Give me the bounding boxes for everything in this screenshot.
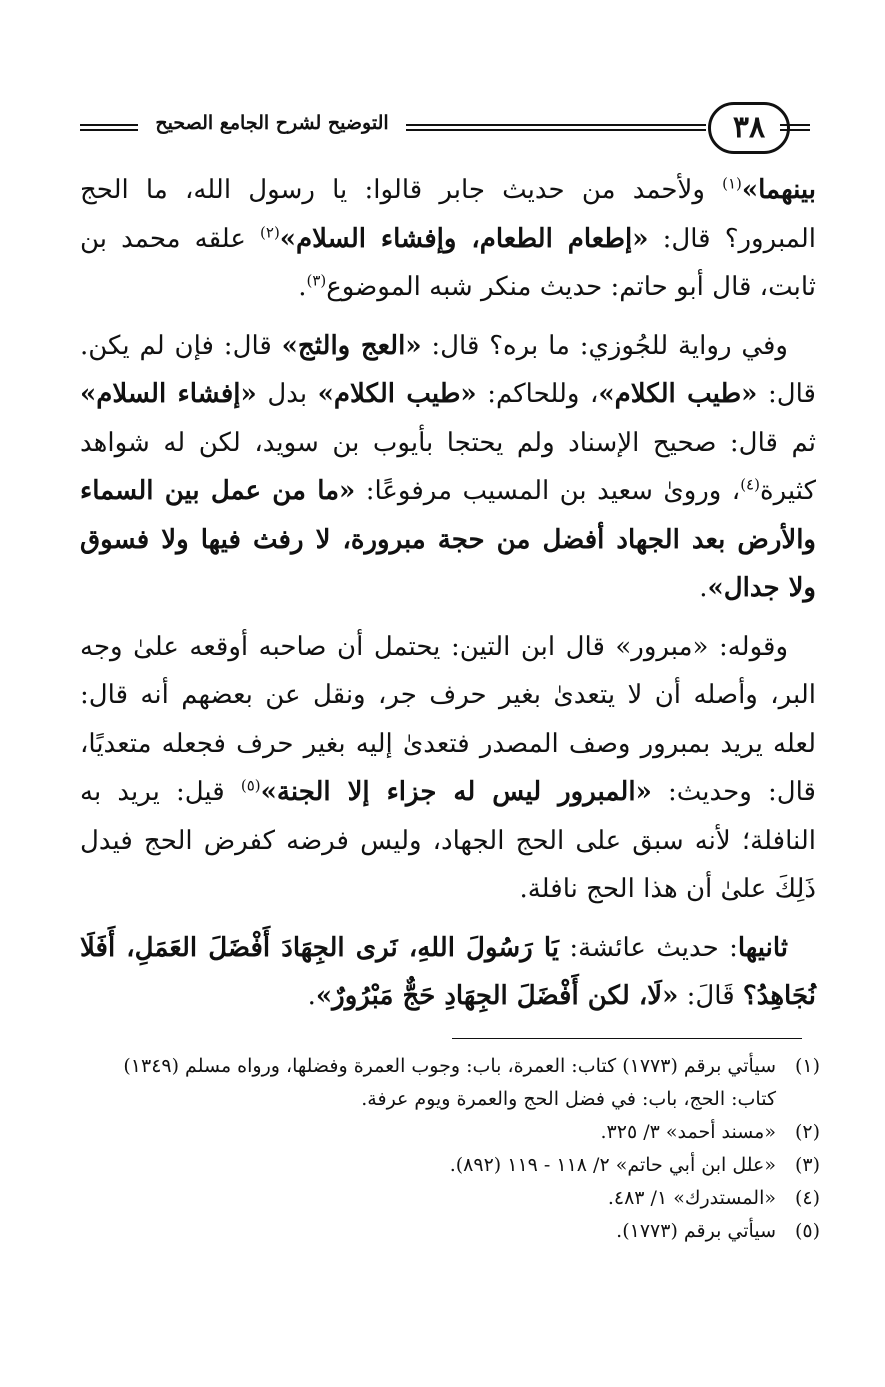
header-rule-middle bbox=[406, 124, 706, 131]
footnote-ref-3: (٣) bbox=[306, 271, 327, 290]
hadith-quote: «إفشاء السلام» bbox=[80, 379, 257, 409]
text-segment: بدل bbox=[256, 379, 318, 409]
footnote-ref-2: (٢) bbox=[260, 222, 280, 241]
text-segment: وقوله: «مبرور» قال ابن التين: يحتمل أن صاحبه أوقعه علىٰ وجه البر، وأصله أن لا يتعدىٰ بغير حرف جر، ونقل عن بعضهم أنه قال: لعله يريد بمبرور وصف المصدر فتعدىٰ إليه بغير حرف فجعله متعديًا، قال: وحديث: bbox=[80, 631, 816, 807]
text-segment: قَالَ: bbox=[678, 981, 743, 1011]
hadith-quote: «العج والثج» bbox=[281, 330, 422, 361]
footnote-item bbox=[80, 1116, 820, 1149]
text-segment: ثم قال: صحيح الإسناد ولم يحتجا بأيوب بن سويد، لكن له شواهد كثيرة bbox=[80, 427, 817, 506]
hadith-quote: «ما من عمل بين السماء والأرض بعد الجهاد أفضل من حجة مبرورة، لا رفث فيها ولا فسوق ولا جدال» bbox=[80, 476, 816, 603]
footnote-text: سيأتي برقم (١٧٧٣) كتاب: العمرة، باب: وجوب العمرة وفضلها، ورواه مسلم (١٣٤٩) كتاب: الحج، باب: في فضل الحج والعمرة ويوم عرفة. bbox=[123, 1055, 776, 1110]
footnote-number: (٣) bbox=[794, 1154, 820, 1176]
footnote-item bbox=[80, 1050, 820, 1116]
header-rule-right bbox=[780, 124, 810, 131]
section-label: ثانيها bbox=[737, 932, 788, 963]
footnote-ref-4: (٤) bbox=[740, 475, 760, 494]
hadith-quote: «لَا، لكن أَفْضَلَ الجِهَادِ حَجٌّ مَبْرُورٌ» bbox=[315, 981, 679, 1011]
text-segment: : حديث عائشة: bbox=[559, 932, 738, 963]
paragraph-3 bbox=[80, 623, 816, 914]
page-header bbox=[80, 96, 810, 156]
hadith-quote: «إطعام الطعام، وإفشاء السلام» bbox=[279, 223, 649, 254]
paragraph-1 bbox=[80, 166, 816, 312]
page-number: ٣٨ bbox=[708, 102, 790, 154]
footnote-separator bbox=[452, 1038, 802, 1039]
main-text bbox=[80, 166, 816, 1031]
text-segment: علقه محمد بن ثابت، قال أبو حاتم: حديث منكر شبه الموضوع bbox=[80, 223, 816, 302]
text-segment: قال: فإن لم يكن. قال: bbox=[80, 330, 816, 409]
book-title: التوضيح لشرح الجامع الصحيح bbox=[155, 112, 389, 134]
footnote-item bbox=[80, 1149, 820, 1182]
paragraph-2 bbox=[80, 322, 816, 613]
footnote-item bbox=[80, 1182, 820, 1215]
hadith-quote: يَا رَسُولَ اللهِ، نَرى الجِهَادَ أَفْضَلَ العَمَلِ، أَفَلَا نُجَاهِدُ؟ bbox=[80, 932, 816, 1011]
text-segment: ، وروىٰ سعيد بن المسيب مرفوعًا: bbox=[355, 476, 741, 506]
text-segment: . bbox=[699, 573, 708, 603]
footnote-ref-5: (٥) bbox=[240, 776, 261, 795]
footnote-number: (٥) bbox=[794, 1220, 820, 1242]
text-segment: بينهما» bbox=[741, 175, 816, 205]
text-segment: . bbox=[298, 272, 307, 302]
footnote-ref-1: (١) bbox=[722, 174, 742, 193]
text-segment: ، وللحاكم: bbox=[476, 379, 599, 409]
footnotes bbox=[80, 1050, 820, 1248]
header-rule-left bbox=[80, 124, 138, 131]
text-segment: وفي رواية للجُوزي: ما بره؟ قال: bbox=[421, 330, 788, 361]
footnote-number: (١) bbox=[794, 1055, 820, 1077]
footnote-text: «المستدرك» ١/ ٤٨٣. bbox=[607, 1187, 776, 1209]
text-segment: ولأحمد من حديث جابر قالوا: يا رسول الله، ما الحج المبرور؟ قال: bbox=[80, 175, 816, 254]
hadith-quote: «طيب الكلام» bbox=[598, 379, 758, 409]
text-segment: قيل: يريد به النافلة؛ لأنه سبق على الحج الجهاد، وليس فرضه كفرض الحج فيدل ذَلِكَ علىٰ أن هذا الحج نافلة. bbox=[80, 777, 816, 904]
footnote-text: «مسند أحمد» ٣/ ٣٢٥. bbox=[600, 1121, 776, 1143]
hadith-quote: «طيب الكلام» bbox=[317, 379, 477, 409]
footnote-text: «علل ابن أبي حاتم» ٢/ ١١٨ - ١١٩ (٨٩٢). bbox=[449, 1154, 776, 1176]
footnote-number: (٤) bbox=[794, 1187, 820, 1209]
footnote-text: سيأتي برقم (١٧٧٣). bbox=[616, 1220, 776, 1242]
footnote-item bbox=[80, 1215, 820, 1248]
paragraph-4 bbox=[80, 924, 816, 1021]
hadith-quote: «المبرور ليس له جزاء إلا الجنة» bbox=[260, 777, 652, 807]
footnote-number: (٢) bbox=[794, 1121, 820, 1143]
text-segment: . bbox=[307, 981, 316, 1011]
